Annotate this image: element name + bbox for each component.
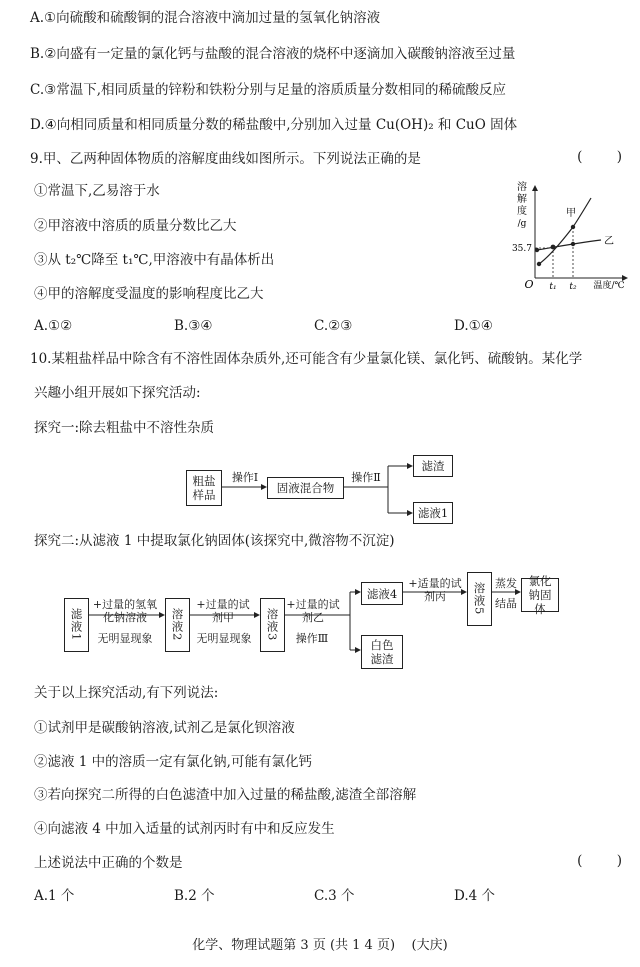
q10-options <box>34 886 594 906</box>
part2-nacl-label: 氯化钠固体 <box>528 574 552 616</box>
part2-step5-top: 蒸发 <box>495 577 517 590</box>
graph-curve-jia <box>539 198 591 264</box>
part2-step3-top: +过量的试剂乙 <box>286 598 340 624</box>
graph-label-jia: 甲 <box>566 208 576 219</box>
part2-nacl-box <box>521 574 559 616</box>
part1-crude-salt-box <box>186 470 222 506</box>
q9-statement-3: ③从 t₂℃降至 t₁℃,甲溶液中有晶体析出 <box>34 252 275 268</box>
part2-step1-top: +过量的氢氧化钠溶液 <box>92 598 158 624</box>
part2-solution2-label: 溶液2 <box>170 608 185 642</box>
q10-answer-paren: ( ) <box>577 853 622 869</box>
part2-solution3-label: 溶液3 <box>265 608 280 642</box>
part1-op2-label: 操作Ⅱ <box>351 471 381 484</box>
part2-solution3-box <box>260 598 285 652</box>
q10-statement-1: ①试剂甲是碳酸钠溶液,试剂乙是氯化钡溶液 <box>34 720 295 736</box>
q10-option-c: C.3 个 <box>314 888 355 904</box>
graph-y-tick: 35.7 <box>511 244 532 254</box>
part2-solution5-label: 溶液5 <box>472 582 487 616</box>
q10-statement-2: ②滤液 1 中的溶质一定有氯化钠,可能有氯化钙 <box>34 754 312 770</box>
part2-step1-bottom: 无明显现象 <box>97 632 153 645</box>
q9-options <box>34 316 594 336</box>
part1-filtrate1-box: 滤液1 <box>413 502 453 524</box>
part1-mixture-box: 固液混合物 <box>267 477 344 499</box>
part2-step2-bottom: 无明显现象 <box>196 632 252 645</box>
q10-option-d: D.4 个 <box>454 888 496 904</box>
part2-step3-bottom: 操作Ⅲ <box>295 632 329 645</box>
q10-intro: 关于以上探究活动,有下列说法: <box>34 685 219 701</box>
q10-stem-line-2: 兴趣小组开展如下探究活动: <box>34 385 201 401</box>
graph-label-yi: 乙 <box>604 236 614 247</box>
graph-x-label: 温度/℃ <box>593 281 625 291</box>
q9-option-c: C.②③ <box>314 318 353 334</box>
graph-y-label-3: 度 <box>517 206 527 217</box>
q10-stem-line-1: 10.某粗盐样品中除含有不溶性固体杂质外,还可能含有少量氯化镁、氯化钙、硫酸钠。某化学 <box>30 351 583 367</box>
part2-filtrate1-label: 滤液1 <box>69 608 84 642</box>
q10-question: 上述说法中正确的个数是 <box>34 855 183 871</box>
q10-part1-title: 探究一:除去粗盐中不溶性杂质 <box>34 420 215 436</box>
part2-step4-top: +适量的试剂丙 <box>408 577 462 603</box>
q9-statement-1: ①常温下,乙易溶于水 <box>34 183 160 199</box>
graph-tick-t1: t₁ <box>549 282 557 292</box>
part2-step5-bottom: 结晶 <box>495 597 517 610</box>
q8-option-d: D.④向相同质量和相同质量分数的稀盐酸中,分别加入过量 Cu(OH)₂ 和 CuO 固体 <box>30 117 518 133</box>
part1-op1-label: 操作Ⅰ <box>231 471 259 484</box>
q8-option-c: C.③常温下,相同质量的锌粉和铁粉分别与足量的溶质质量分数相同的稀硫酸反应 <box>30 82 507 98</box>
page-footer: 化学、物理试题第 3 页 (共 1 4 页) (大庆) <box>192 938 448 953</box>
solubility-graph <box>505 180 635 298</box>
part2-step2-top: +过量的试剂甲 <box>196 598 250 624</box>
q9-option-d: D.①④ <box>454 318 493 334</box>
q8-option-a: A.①向硫酸和硫酸铜的混合溶液中滴加过量的氢氧化钠溶液 <box>30 10 381 26</box>
graph-y-label-2: 解 <box>517 194 527 205</box>
part2-white-residue-label: 白色滤渣 <box>370 638 394 666</box>
part2-solution5-box <box>467 572 492 626</box>
q9-option-b: B.③④ <box>174 318 213 334</box>
graph-origin: O <box>524 278 534 291</box>
q9-option-a: A.①② <box>34 318 73 334</box>
q10-statement-3: ③若向探究二所得的白色滤渣中加入过量的稀盐酸,滤渣全部溶解 <box>34 787 417 803</box>
q9-stem: 9.甲、乙两种固体物质的溶解度曲线如图所示。下列说法正确的是 <box>30 151 421 167</box>
graph-y-label-4: /g <box>517 219 527 229</box>
q10-option-a: A.1 个 <box>34 888 75 904</box>
q9-answer-paren: ( ) <box>577 149 622 165</box>
part2-filtrate1-box <box>64 598 89 652</box>
part2-filtrate4-box: 滤液4 <box>361 582 403 605</box>
q10-statement-4: ④向滤液 4 中加入适量的试剂丙时有中和反应发生 <box>34 821 335 837</box>
graph-y-label-1: 溶 <box>517 182 527 193</box>
graph-tick-t2: t₂ <box>569 282 577 292</box>
part2-solution2-box <box>165 598 190 652</box>
part1-crude-salt-label: 粗盐样品 <box>192 474 216 502</box>
q9-statement-4: ④甲的溶解度受温度的影响程度比乙大 <box>34 286 264 302</box>
part1-residue-box: 滤渣 <box>413 455 453 477</box>
q8-option-b: B.②向盛有一定量的氯化钙与盐酸的混合溶液的烧杯中逐滴加入碳酸钠溶液至过量 <box>30 46 516 62</box>
q9-statement-2: ②甲溶液中溶质的质量分数比乙大 <box>34 218 237 234</box>
q10-option-b: B.2 个 <box>174 888 215 904</box>
q10-part2-title: 探究二:从滤液 1 中提取氯化钠固体(该探究中,微溶物不沉淀) <box>34 533 395 549</box>
graph-curve-yi <box>537 240 601 250</box>
part2-white-residue-box <box>361 635 403 669</box>
